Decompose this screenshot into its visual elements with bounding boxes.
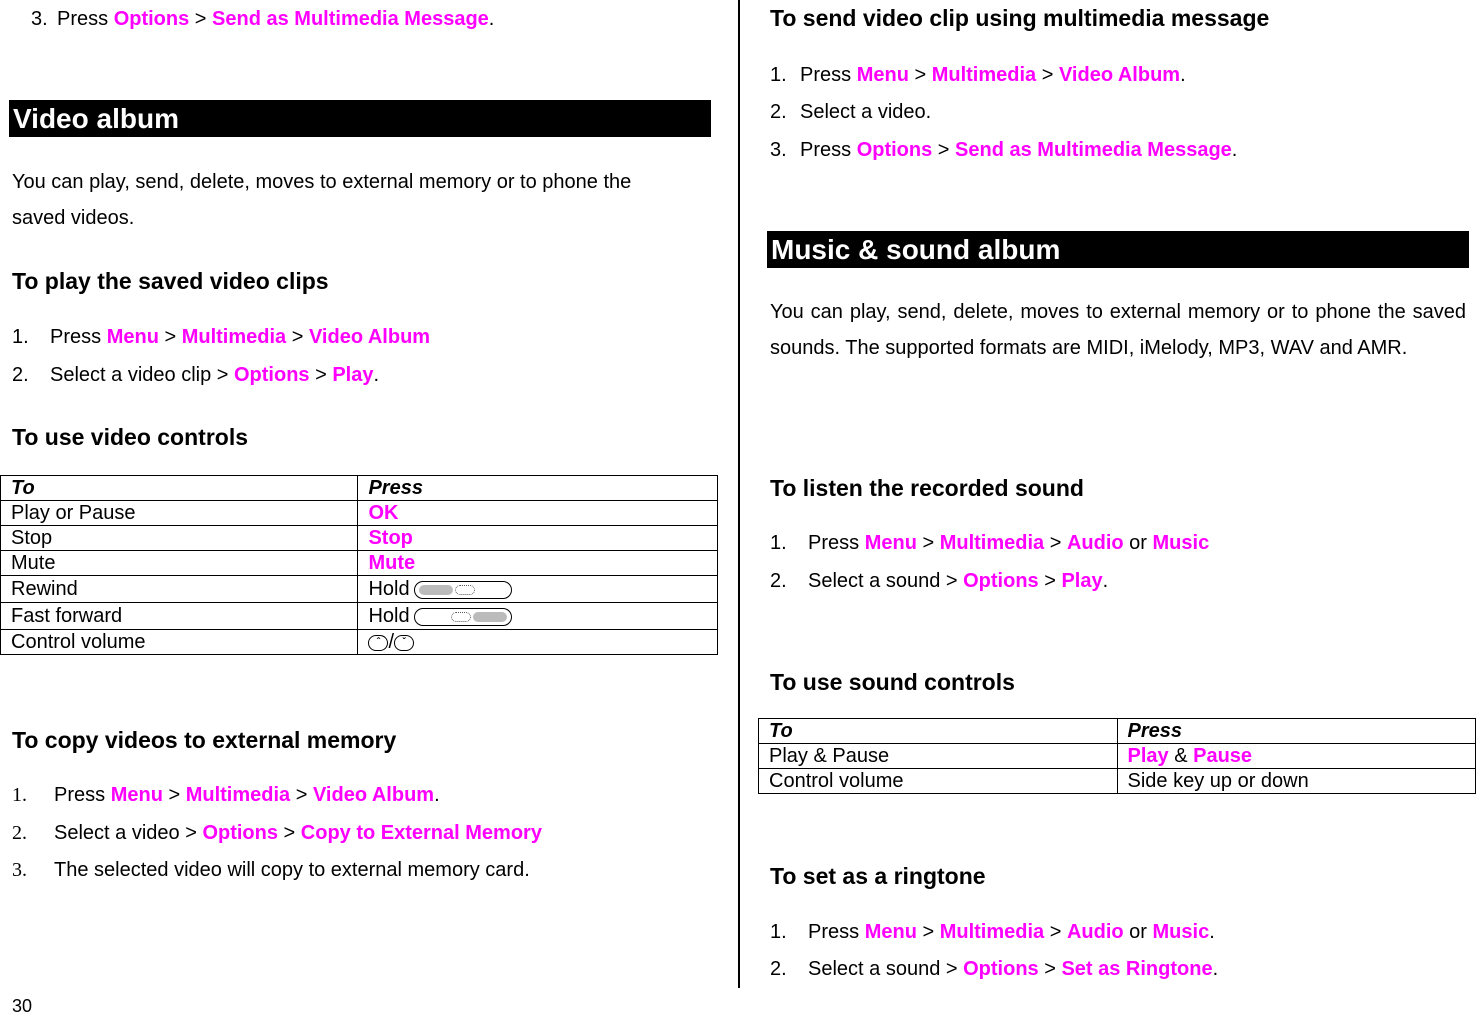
send-step-1: 1. Press Menu > Multimedia > Video Album. [770, 64, 1186, 86]
table-row: Control volume ˆ / ˇ [1, 630, 718, 655]
copy-step-1: 1. Press Menu > Multimedia > Video Album. [12, 784, 440, 806]
table-row: Fast forward Hold [1, 603, 718, 630]
play-step-2: 2. Select a video clip > Options > Play. [12, 364, 380, 386]
copy-step-2: 2. Select a video > Options > Copy to External Memory [12, 822, 542, 844]
volume-up-key-icon: ˆ [368, 635, 388, 651]
volume-down-key-icon: ˇ [394, 635, 414, 651]
table-row: Control volume Side key up or down [759, 769, 1476, 794]
video-controls-table [0, 475, 718, 655]
table-row: Stop Stop [1, 526, 718, 551]
ringtone-heading: To set as a ringtone [770, 863, 986, 889]
play-videos-heading: To play the saved video clips [12, 268, 329, 294]
send-step-3: 3. Press Options > Send as Multimedia Message. [770, 139, 1238, 161]
music-sound-album-banner: Music & sound album [767, 231, 1469, 268]
sound-controls-heading: To use sound controls [770, 669, 1015, 695]
column-header-to: To [759, 719, 1118, 744]
play-step-1: 1. Press Menu > Multimedia > Video Album [12, 326, 431, 348]
send-video-heading: To send video clip using multimedia message [770, 5, 1270, 31]
listen-step-2: 2. Select a sound > Options > Play. [770, 570, 1109, 592]
table-row: Rewind Hold [1, 576, 718, 603]
table-header-row [1, 476, 718, 501]
video-album-description-line-1: You can play, send, delete, moves to external memory or to phone the [12, 171, 632, 193]
video-album-description-line-2: saved videos. [12, 207, 135, 229]
column-header-press: Press [358, 476, 718, 501]
sound-controls-table [758, 718, 1476, 794]
listen-step-1: 1. Press Menu > Multimedia > Audio or Music [770, 532, 1210, 554]
page-number: 30 [12, 996, 33, 1016]
column-header-press: Press [1117, 719, 1476, 744]
column-header-to: To [1, 476, 358, 501]
intro-step-3: 3. Press Options > Send as Multimedia Message. [31, 8, 495, 30]
table-row: Mute Mute [1, 551, 718, 576]
copy-step-3: 3. The selected video will copy to external memory card. [12, 859, 530, 881]
music-album-description: You can play, send, delete, moves to external memory or to phone the saved sounds. The supported formats are MIDI, iMelody, MP3, WAV and AMR. [770, 301, 1466, 359]
send-step-2: 2. Select a video. [770, 101, 932, 123]
rewind-key-icon [414, 581, 512, 599]
video-album-banner: Video album [9, 100, 711, 137]
options-menu-ref: Options [113, 8, 190, 30]
column-divider [738, 0, 740, 988]
table-row: Play & Pause Play & Pause [759, 744, 1476, 769]
table-header-row [759, 719, 1476, 744]
video-controls-heading: To use video controls [12, 424, 248, 450]
copy-videos-heading: To copy videos to external memory [12, 727, 397, 753]
fast-forward-key-icon [414, 608, 512, 626]
ringtone-step-2: 2. Select a sound > Options > Set as Ringtone. [770, 958, 1219, 980]
table-row: Play or Pause OK [1, 501, 718, 526]
send-mms-menu-ref: Send as Multimedia Message [212, 8, 489, 30]
listen-sound-heading: To listen the recorded sound [770, 475, 1084, 501]
ringtone-step-1: 1. Press Menu > Multimedia > Audio or Music. [770, 921, 1215, 943]
